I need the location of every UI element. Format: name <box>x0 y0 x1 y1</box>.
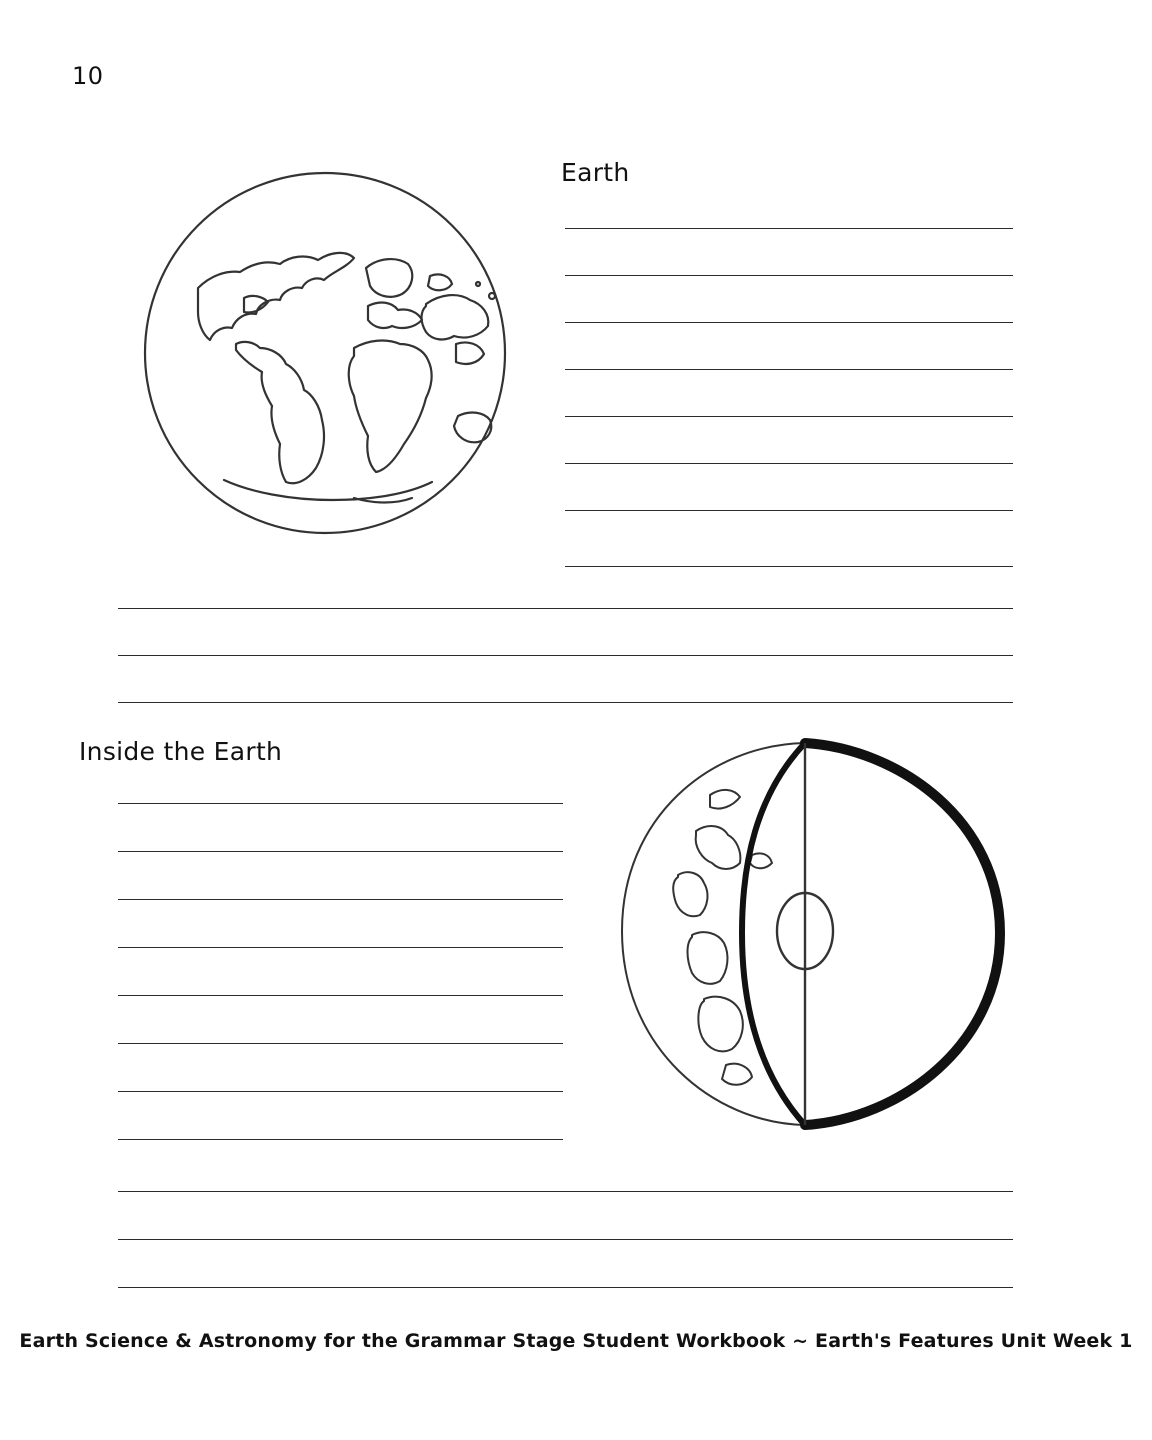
writing-line <box>118 1139 563 1140</box>
page-number: 10 <box>72 62 104 90</box>
writing-line <box>118 1239 1013 1240</box>
writing-line <box>565 566 1013 567</box>
writing-line <box>118 947 563 948</box>
earth-globe-illustration <box>140 168 510 538</box>
writing-line <box>118 702 1013 703</box>
writing-line <box>118 1091 563 1092</box>
writing-line <box>565 228 1013 229</box>
writing-line <box>118 608 1013 609</box>
writing-line <box>118 1287 1013 1288</box>
writing-line <box>565 322 1013 323</box>
writing-line <box>565 463 1013 464</box>
section-title-earth: Earth <box>561 158 630 187</box>
writing-line <box>118 803 563 804</box>
earth-cutaway-illustration <box>600 735 1020 1135</box>
writing-line <box>565 369 1013 370</box>
page-footer: Earth Science & Astronomy for the Grammar Stage Student Workbook ~ Earth's Features Unit Week 1 <box>19 1330 1133 1352</box>
writing-line <box>118 1043 563 1044</box>
writing-line <box>565 416 1013 417</box>
section-title-inside-the-earth: Inside the Earth <box>79 737 283 766</box>
writing-line <box>565 510 1013 511</box>
writing-line <box>118 1191 1013 1192</box>
writing-line <box>118 655 1013 656</box>
writing-line <box>118 899 563 900</box>
writing-line <box>118 851 563 852</box>
writing-line <box>118 995 563 996</box>
writing-line <box>565 275 1013 276</box>
